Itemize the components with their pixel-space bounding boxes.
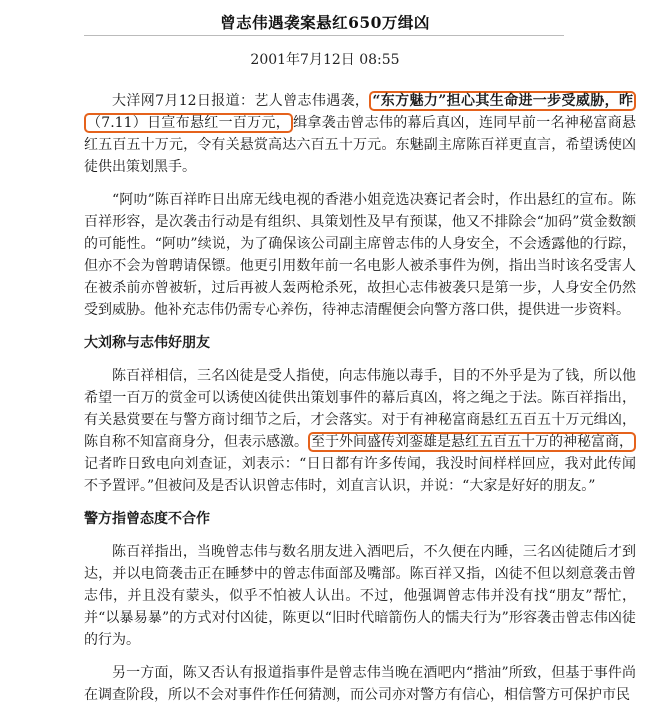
paragraph-1-rest: 缉拿袭击曾志伟的幕后真凶，连同早前一名神秘富商悬红五百五十万元，令有关悬赏高达六百五十万元。东魅副主席陈百祥更直言，希望诱使凶徒供出策划黑手。 — [84, 115, 637, 175]
article-date: 2001年7月12日 08:55 — [250, 52, 400, 68]
article-title: 曾志伟遇袭案悬红650万缉凶 — [220, 13, 430, 32]
paragraph-4: 陈百祥指出，当晚曾志伟与数名朋友进入酒吧后，不久便在内睡，三名凶徒随后才到达，并以电筒袭击正在睡梦中的曾志伟面部及嘴部。陈百祥又指，凶徒不但以刻意袭击曾志伟，并且没有蒙头，似乎不怕被人认出。不过，他强调曾志伟并没有找“朋友”帮忙，并“以暴易暴”的方式对付凶徒，陈更以“旧时代暗箭伤人的懦夫行为”形容袭击曾志伟凶徒的行为。 — [84, 544, 636, 648]
paragraph-2: “阿叻”陈百祥昨日出席无线电视的香港小姐竞选决赛记者会时，作出悬红的宣布。陈百祥形容，是次袭击行动是有组织、具策划性及早有预谋，他又不排除会“加码”赏金数额的可能性。“阿叻”续说，为了确保该公司副主席曾志伟的人身安全，不会透露他的行踪，但亦不会为曾聘请保镖。他更引用数年前一名电影人被杀事件为例，指出当时该名受害人在被杀前亦曾被斩，过后再被人轰两枪杀死，故担心志伟被袭只是第一步，人身安全仍然受到威胁。他补充志伟仍需专心养伤，待神志清醒便会向警方落口供，提供进一步资料。 — [84, 192, 636, 318]
subheading-2: 警方指曾态度不合作 — [84, 511, 210, 527]
subheading-1: 大刘称与志伟好朋友 — [84, 335, 210, 351]
paragraph-5: 另一方面，陈又否认有报道指事件是曾志伟当晚在酒吧内“揩油”所致，但基于事件尚在调查阶段，所以不会对事件作任何猜测，而公司亦对警方有信心，相信警方可保护市民 — [84, 665, 636, 703]
paragraph-3-rest: 记者昨日致电向刘查证，刘表示：“日日都有许多传闻，我没时间样样回应，我对此传闻不予置评。”但被问及是否认识曾志伟时，刘直言认识，并说：“大家是好好的朋友。” — [84, 456, 636, 494]
paragraph-3-lead: 陈百祥相信，三名凶徒是受人指使，向志伟施以毒手，目的不外乎是为了钱，所以他希望一百万的赏金可以诱使凶徒供出策划事件的幕后真凶，将之绳之于法。陈百祥指出，有关悬赏要在与警方商讨细节之后，才会落实。对于有神秘富商悬红五百五十万元缉凶，陈自称不知富商身分，但表示感激。 — [84, 368, 636, 450]
highlight-box-reward-announcement: （7.11）日宣布悬红一百万元， — [84, 113, 293, 133]
article-body — [84, 90, 636, 717]
paragraph-1-lead: 大洋网7月12日报道：艺人曾志伟遇袭， — [112, 93, 370, 109]
highlight-box-dongfang-meili: “东方魅力”担心其生命进一步受威胁，昨 — [369, 91, 636, 111]
paragraph-3 — [84, 365, 636, 497]
highlight-box-mystery-tycoon: 至于外间盛传刘銮雄是悬红五百五十万的神秘富商， — [308, 432, 636, 452]
title-divider — [84, 35, 564, 36]
paragraph-1 — [84, 90, 636, 178]
